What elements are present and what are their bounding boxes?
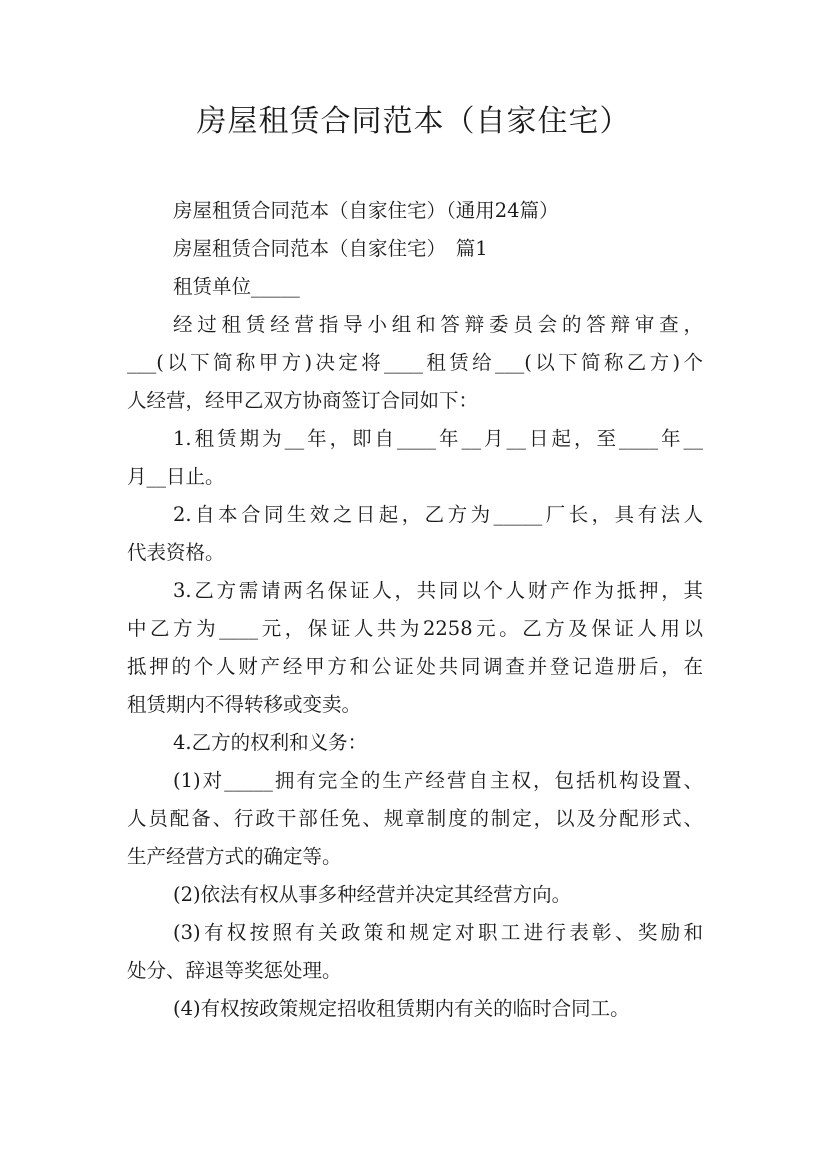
paragraph-line: 1.租赁期为__年，即自____年__月__日起，至____年__ <box>173 427 703 450</box>
paragraph-line: 人员配备、行政干部任免、规章制度的制定，以及分配形式、 <box>127 807 703 830</box>
paragraph-line: 经过租赁经营指导小组和答辩委员会的答辩审查， <box>173 313 703 336</box>
paragraph-line: (1)对_____拥有完全的生产经营自主权，包括机构设置、 <box>173 769 703 792</box>
document-body <box>127 192 703 1028</box>
paragraph-line: 中乙方为____元，保证人共为2258元。乙方及保证人用以 <box>127 617 703 640</box>
paragraph-line: ___(以下简称甲方)决定将____租赁给___(以下简称乙方)个 <box>127 351 703 374</box>
paragraph-line: 代表资格。 <box>127 541 225 564</box>
paragraph-line: 租赁期内不得转移或变卖。 <box>127 693 362 716</box>
paragraph-line: (2)依法有权从事多种经营并决定其经营方向。 <box>173 883 572 906</box>
paragraph-line: (4)有权按政策规定招收租赁期内有关的临时合同工。 <box>173 997 630 1020</box>
document-title: 房屋租赁合同范本（自家住宅） <box>196 104 631 139</box>
paragraph-line: 3.乙方需请两名保证人，共同以个人财产作为抵押，其 <box>173 579 703 602</box>
paragraph-line: 人经营，经甲乙双方协商签订合同如下： <box>127 389 479 412</box>
paragraph-line: 月__日止。 <box>127 465 225 488</box>
paragraph-line: 2.自本合同生效之日起，乙方为_____厂长，具有法人 <box>173 503 703 526</box>
paragraph-line: (3)有权按照有关政策和规定对职工进行表彰、奖励和 <box>173 921 703 944</box>
section-heading: 房屋租赁合同范本（自家住宅） 篇1 <box>173 237 488 260</box>
paragraph-line: 抵押的个人财产经甲方和公证处共同调查并登记造册后，在 <box>127 655 703 678</box>
subtitle-line: 房屋租赁合同范本（自家住宅）（通用24篇） <box>173 199 559 222</box>
paragraph-line: 生产经营方式的确定等。 <box>127 845 342 868</box>
paragraph-line: 租赁单位_____ <box>173 275 300 298</box>
paragraph-line: 处分、辞退等奖惩处理。 <box>127 959 342 982</box>
paragraph-line: 4.乙方的权利和义务： <box>173 731 368 754</box>
